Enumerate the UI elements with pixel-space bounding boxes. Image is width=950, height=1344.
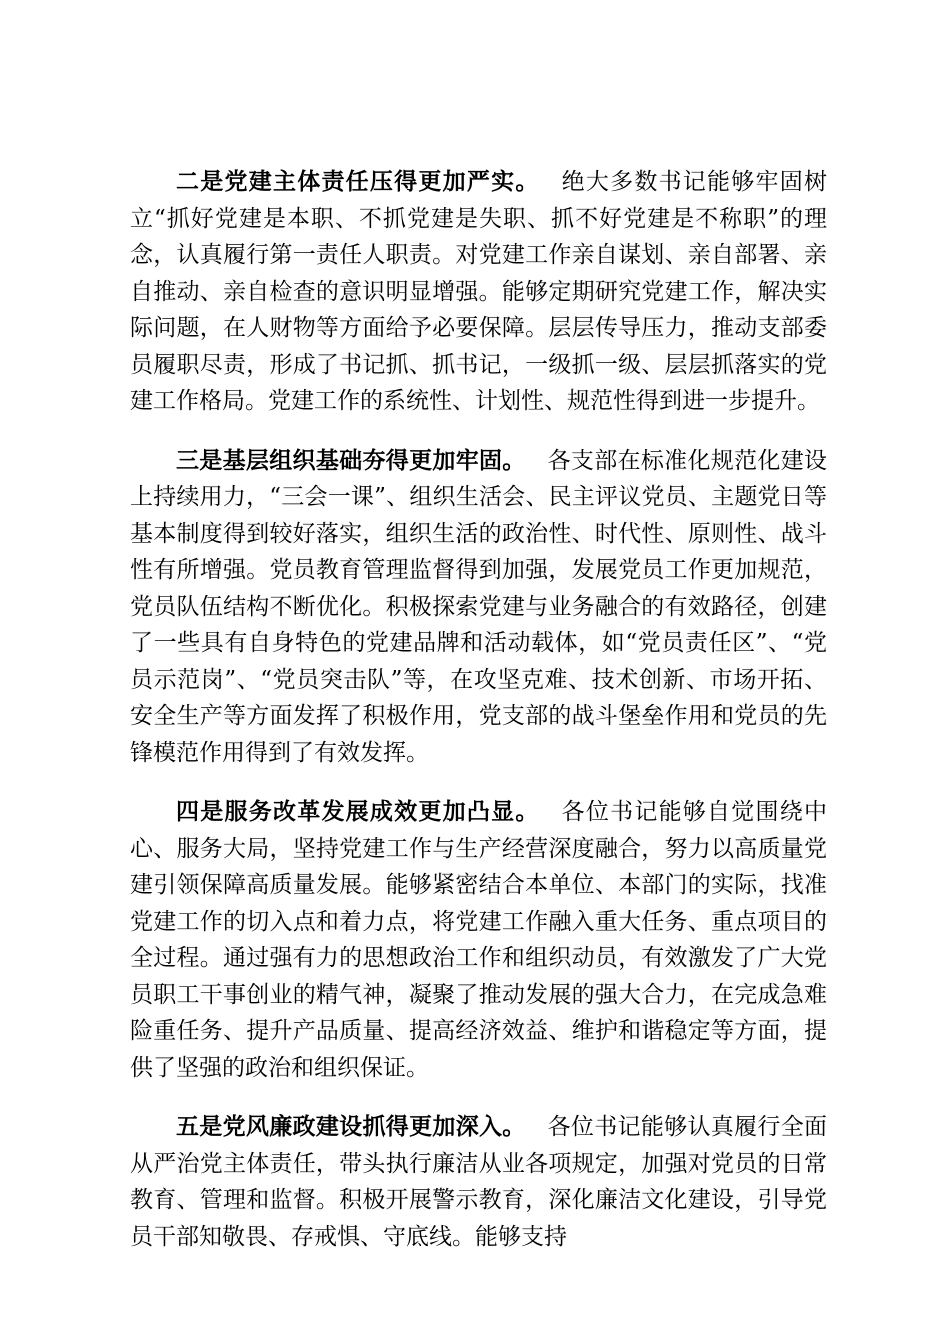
paragraph-text: 绝大多数书记能够牢固树立“抓好党建是本职、不抓党建是失职、抓不好党建是不称职”的理念，认真履行第一责任人职责。对党建工作亲自谋划、亲自部署、亲自推动、亲自检查的意识明显增强。能够定期研究党建工作，解决实际问题，在人财物等方面给予必要保障。层层传导压力，推动支部委员履职尽责，形成了书记抓、抓书记，一级抓一级、层层抓落实的党建工作格局。党建工作的系统性、计划性、规范性得到进一步提升。 — [130, 169, 828, 414]
paragraph-grassroots-organization — [130, 443, 827, 772]
paragraph-party-responsibility — [130, 164, 827, 420]
paragraph-text: 各位书记能够自觉围绕中心、服务大局，坚持党建工作与生产经营深度融合，努力以高质量党建引领保障高质量发展。能够紧密结合本单位、本部门的实际，找准党建工作的切入点和着力点，将党建工作融入重大任务、重点项目的全过程。通过强有力的思想政治工作和组织动员，有效激发了广大党员职工干事创业的精气神，凝聚了推动发展的强大合力，在完成急难险重任务、提升产品质量、提高经济效益、维护和谐稳定等方面，提供了坚强的政治和组织保证。 — [130, 799, 828, 1081]
paragraph-clean-governance — [130, 1109, 827, 1255]
document-body — [130, 164, 827, 1278]
paragraph-text: 各支部在标准化规范化建设上持续用力，“三会一课”、组织生活会、民主评议党员、主题党日等基本制度得到较好落实，组织生活的政治性、时代性、原则性、战斗性有所增强。党员教育管理监督得到加强，发展党员工作更加规范，党员队伍结构不断优化。积极探索党建与业务融合的有效路径，创建了一些具有自身特色的党建品牌和活动载体，如“党员责任区”、“党员示范岗”、“党员突击队”等，在攻坚克难、技术创新、市场开拓、安全生产等方面发挥了积极作用，党支部的战斗堡垒作用和党员的先锋模范作用得到了有效发挥。 — [130, 447, 828, 766]
paragraph-heading: 三是基层组织基础夯得更加牢固。 — [176, 447, 526, 474]
paragraph-heading: 四是服务改革发展成效更加凸显。 — [176, 799, 540, 825]
paragraph-text: 各位书记能够认真履行全面从严治党主体责任，带头执行廉洁从业各项规定，加强对党员的日常教育、管理和监督。积极开展警示教育，深化廉洁文化建设，引导党员干部知敬畏、存戒惧、守底线。能够支持 — [130, 1114, 828, 1250]
paragraph-heading: 二是党建主体责任压得更加严实。 — [176, 169, 540, 195]
paragraph-heading: 五是党风廉政建设抓得更加深入。 — [176, 1114, 526, 1140]
paragraph-reform-development — [130, 794, 827, 1086]
